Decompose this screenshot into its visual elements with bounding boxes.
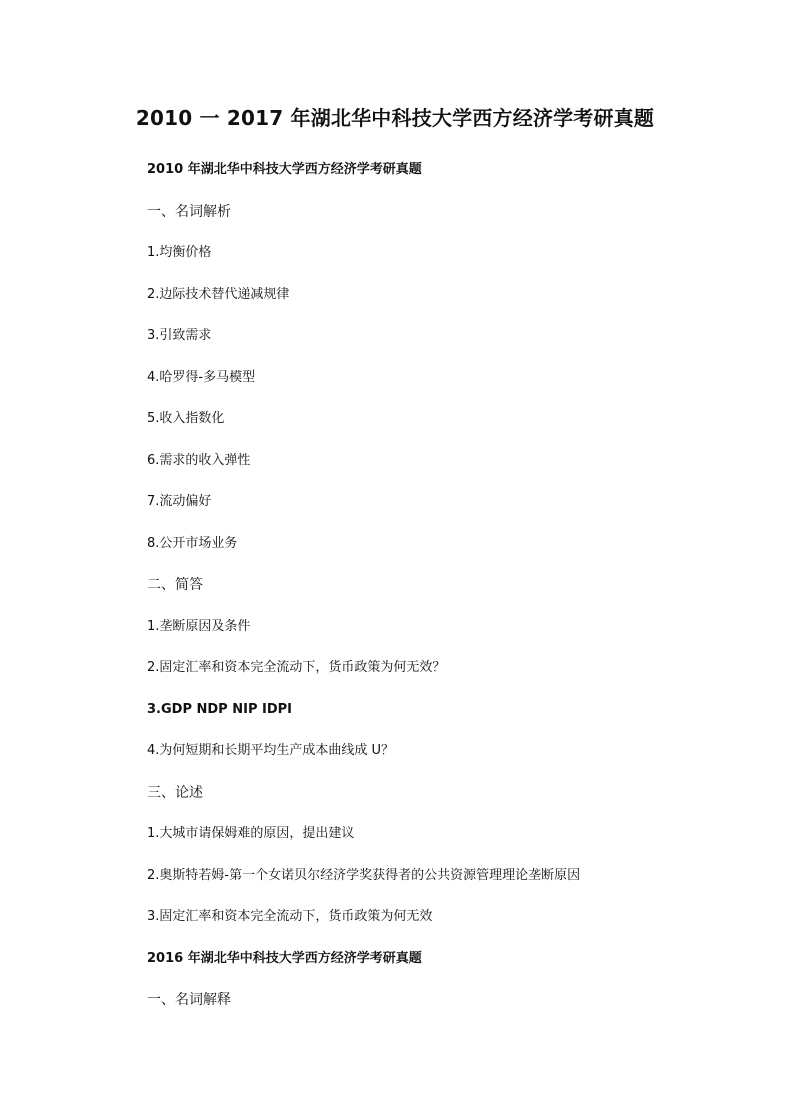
list-item: 3.GDP NDP NIP IDPI — [147, 702, 292, 717]
document-title: 2010 一 2017 年湖北华中科技大学西方经济学考研真题 — [135, 106, 655, 130]
list-item: 2.边际技术替代递减规律 — [147, 287, 290, 302]
list-item: 3.引致需求 — [147, 328, 212, 343]
list-item: 8.公开市场业务 — [147, 536, 238, 551]
part-heading: 一、名词解释 — [147, 992, 231, 1008]
list-item: 2.奥斯特若姆-第一个女诺贝尔经济学奖获得者的公共资源管理理论垄断原因 — [147, 868, 581, 883]
part-heading: 三、论述 — [147, 785, 203, 801]
part-heading: 一、名词解析 — [147, 204, 231, 220]
list-item: 4.为何短期和长期平均生产成本曲线成 U？ — [147, 743, 395, 758]
section-heading-2016: 2016 年湖北华中科技大学西方经济学考研真题 — [147, 951, 422, 966]
list-item: 1.均衡价格 — [147, 245, 212, 260]
list-item: 4.哈罗得-多马模型 — [147, 370, 256, 385]
list-item: 1.垄断原因及条件 — [147, 619, 251, 634]
list-item: 1.大城市请保姆难的原因，提出建议 — [147, 826, 355, 841]
list-item: 2.固定汇率和资本完全流动下，货币政策为何无效？ — [147, 660, 446, 675]
list-item: 7.流动偏好 — [147, 494, 212, 509]
list-item: 5.收入指数化 — [147, 411, 225, 426]
section-heading-2010: 2010 年湖北华中科技大学西方经济学考研真题 — [147, 162, 422, 177]
list-item: 6.需求的收入弹性 — [147, 453, 251, 468]
part-heading: 二、简答 — [147, 577, 203, 593]
list-item: 3.固定汇率和资本完全流动下，货币政策为何无效 — [147, 909, 433, 924]
